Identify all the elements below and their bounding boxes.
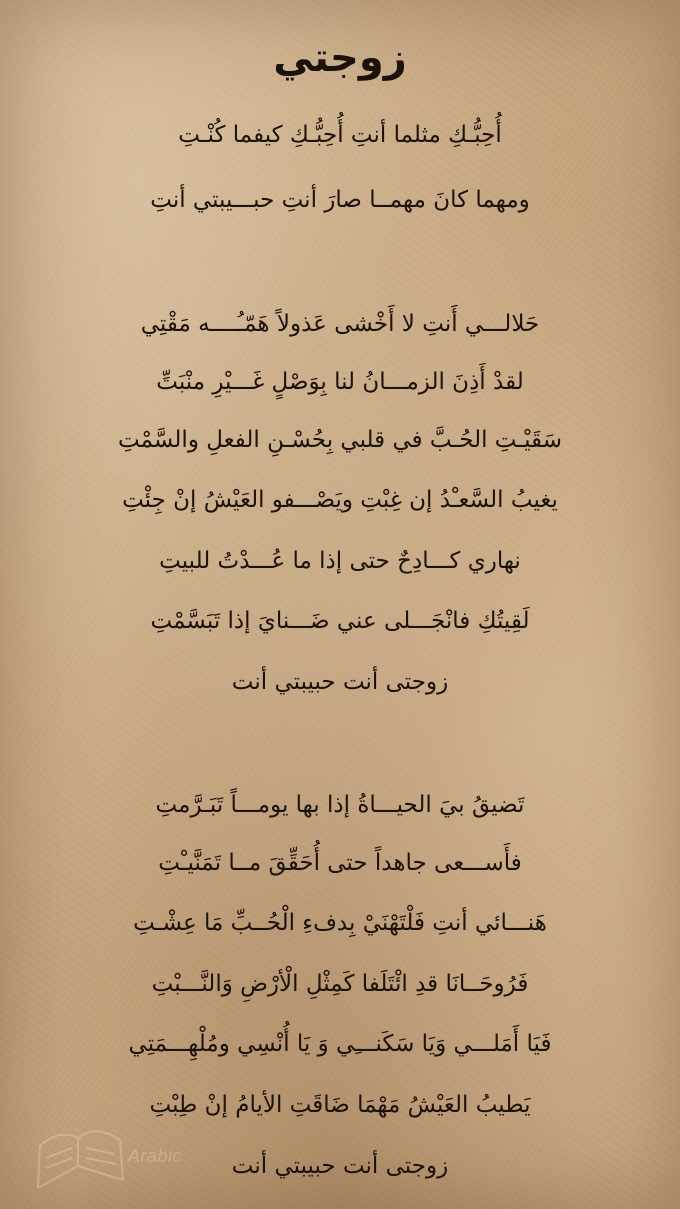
verse-line: حَلالـــي أَنتِ لا أَخْشى عَذولاً هَمّـُــــه مَقْتِي	[140, 311, 540, 337]
poem-title: زوجتي	[273, 35, 407, 81]
site-watermark	[28, 1118, 228, 1198]
verse-line: سَقَيْـتِ الحُـبَّ في قلبي بِحُسْـنِ الفعلِ والسَّمْتِ	[118, 427, 562, 453]
refrain-line: زوجتى أنت حبيبتي أنت	[231, 1153, 449, 1179]
verse-line: تَضيقُ بيَ الحيـــاةُ إذا بها يومـــاً تَبَـرَّمتِ	[155, 792, 525, 818]
refrain-line: زوجتى أنت حبيبتي أنت	[231, 669, 449, 695]
verse-line: فَيَا أَمَلـــي وَيَا سَكَنـــِي وَ يَا أُنْسِي ومُلْهِـــمَتِي	[128, 1031, 552, 1057]
verse-line: أُحِبُّـكِ مثلما أنتِ أُحِبُّـكِ كيفما كُنْـتِ	[178, 122, 502, 148]
verse-line: نهاري كـــادِحٌ حتى إذا ما عُـــدْتُ للبيتِ	[159, 548, 521, 574]
verse-line: لَقِيتُكِ فانْجَـــلى عني ضَـــنايَ إذا تَبَسَّمْتِ	[150, 608, 530, 634]
verse-line: فأَســـعى جاهداً حتى أُحَقِّقَ مــا تَمَنَّيـْتِ	[158, 850, 522, 876]
verse-line: هَنـــائي أنتِ فَلْتَهْنَيْ بِدفءِ الْحُــبِّ مَا عِشْـتِ	[133, 910, 547, 936]
open-book-icon	[28, 1118, 138, 1198]
verse-line: فَرُوحَــانَا قدِ ائْتَلَفا كَمِثْلِ الْأرْضِ وَالنَّـــبْتِ	[151, 971, 529, 997]
verse-line: يغيبُ السَّعـْدُ إن غِبْتِ ويَصْـــفو العَيْشُ إنْ جِئْتِ	[122, 487, 558, 513]
watermark-text: Arabic	[128, 1146, 183, 1166]
verse-line: ومهما كانَ مهمــا صارَ أنتِ حبـــيبتي أنتِ	[150, 187, 530, 213]
verse-line: لقدْ أَذِنَ الزمـــانُ لنا بِوَصْلٍ غَـــيْرِ منْبَتِّ	[156, 369, 524, 395]
verse-line: يَطيبُ العَيْشُ مَهْمَا ضَاقَتِ الأيامُ إنْ طِبْتِ	[149, 1092, 531, 1118]
